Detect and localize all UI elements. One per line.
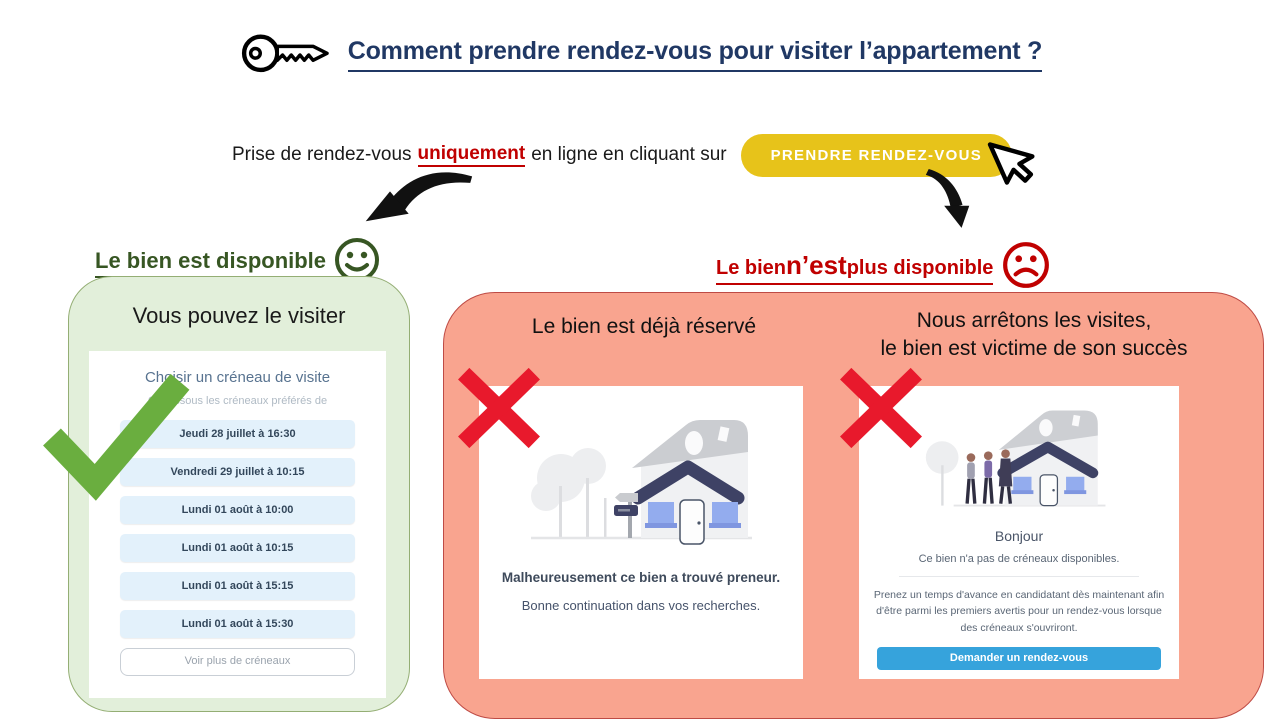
- reserved-card-title: Le bien est déjà réservé: [531, 315, 757, 338]
- instruction-suffix: en ligne en cliquant sur: [531, 144, 727, 165]
- arrow-down-right-icon: [921, 166, 977, 235]
- unavailable-panel: [443, 292, 1264, 719]
- time-slot-button[interactable]: Lundi 01 août à 10:15: [120, 534, 355, 562]
- stopped-advice-text: Prenez un temps d'avance en candidatant dès maintenant afin d'être parmi les premiers avertis pour un rendez-vous lorsque des créneaux s'ouvriront.: [873, 589, 1165, 634]
- cross-icon: [456, 366, 542, 455]
- smiley-sad-icon: [1001, 240, 1051, 295]
- time-slot-button[interactable]: Lundi 01 août à 15:30: [120, 610, 355, 638]
- reserved-message-bold: Malheureusement ce bien a trouvé preneur.: [501, 570, 781, 585]
- stopped-card-title-line1: Nous arrêtons les visites,: [916, 309, 1152, 332]
- time-slot-button[interactable]: Lundi 01 août à 10:00: [120, 496, 355, 524]
- unavailable-heading-suffix: plus disponible: [846, 257, 994, 279]
- check-icon: [42, 372, 190, 511]
- widget-title: Choisir un créneau de visite: [144, 369, 331, 386]
- available-heading-label: Le bien est disponible: [95, 248, 326, 278]
- reserved-message: Bonne continuation dans vos recherches.: [521, 598, 761, 613]
- house-people-illustration: [913, 398, 1125, 520]
- time-slot-button[interactable]: Vendredi 29 juillet à 10:15: [120, 458, 355, 486]
- cross-icon: [838, 366, 924, 455]
- house-illustration: [516, 406, 766, 556]
- unavailable-heading-prefix: Le bien: [716, 257, 787, 279]
- stopped-no-slots-text: Ce bien n'a pas de créneaux disponibles.: [918, 553, 1120, 565]
- arrow-down-left-icon: [362, 167, 474, 230]
- instruction-row: [0, 116, 1280, 194]
- available-subheading: Vous pouvez le visiter: [132, 303, 346, 328]
- unavailable-heading: [716, 240, 1051, 295]
- divider: [899, 576, 1139, 577]
- widget-subtitle: Ci-dessous les créneaux préférés de: [147, 395, 328, 407]
- time-slot-button[interactable]: Lundi 01 août à 15:15: [120, 572, 355, 600]
- unavailable-heading-emphasis: n’est: [786, 250, 847, 280]
- page-header: [0, 28, 1280, 81]
- instruction-highlight: uniquement: [418, 143, 526, 167]
- stopped-card-title-line2: le bien est victime de son succès: [880, 337, 1188, 361]
- prendre-rendez-vous-button[interactable]: PRENDRE RENDEZ-VOUS: [741, 134, 1012, 177]
- key-icon: [238, 28, 334, 81]
- demander-rendez-vous-button[interactable]: Demander un rendez-vous: [877, 647, 1161, 670]
- stopped-greeting: Bonjour: [994, 528, 1044, 544]
- page-title: Comment prendre rendez-vous pour visiter l’appartement ?: [348, 37, 1043, 72]
- time-slot-button[interactable]: Jeudi 28 juillet à 16:30: [120, 420, 355, 448]
- stopped-card-title: [824, 307, 1244, 364]
- instruction-prefix: Prise de rendez-vous: [231, 144, 412, 165]
- more-slots-button[interactable]: Voir plus de créneaux: [120, 648, 355, 676]
